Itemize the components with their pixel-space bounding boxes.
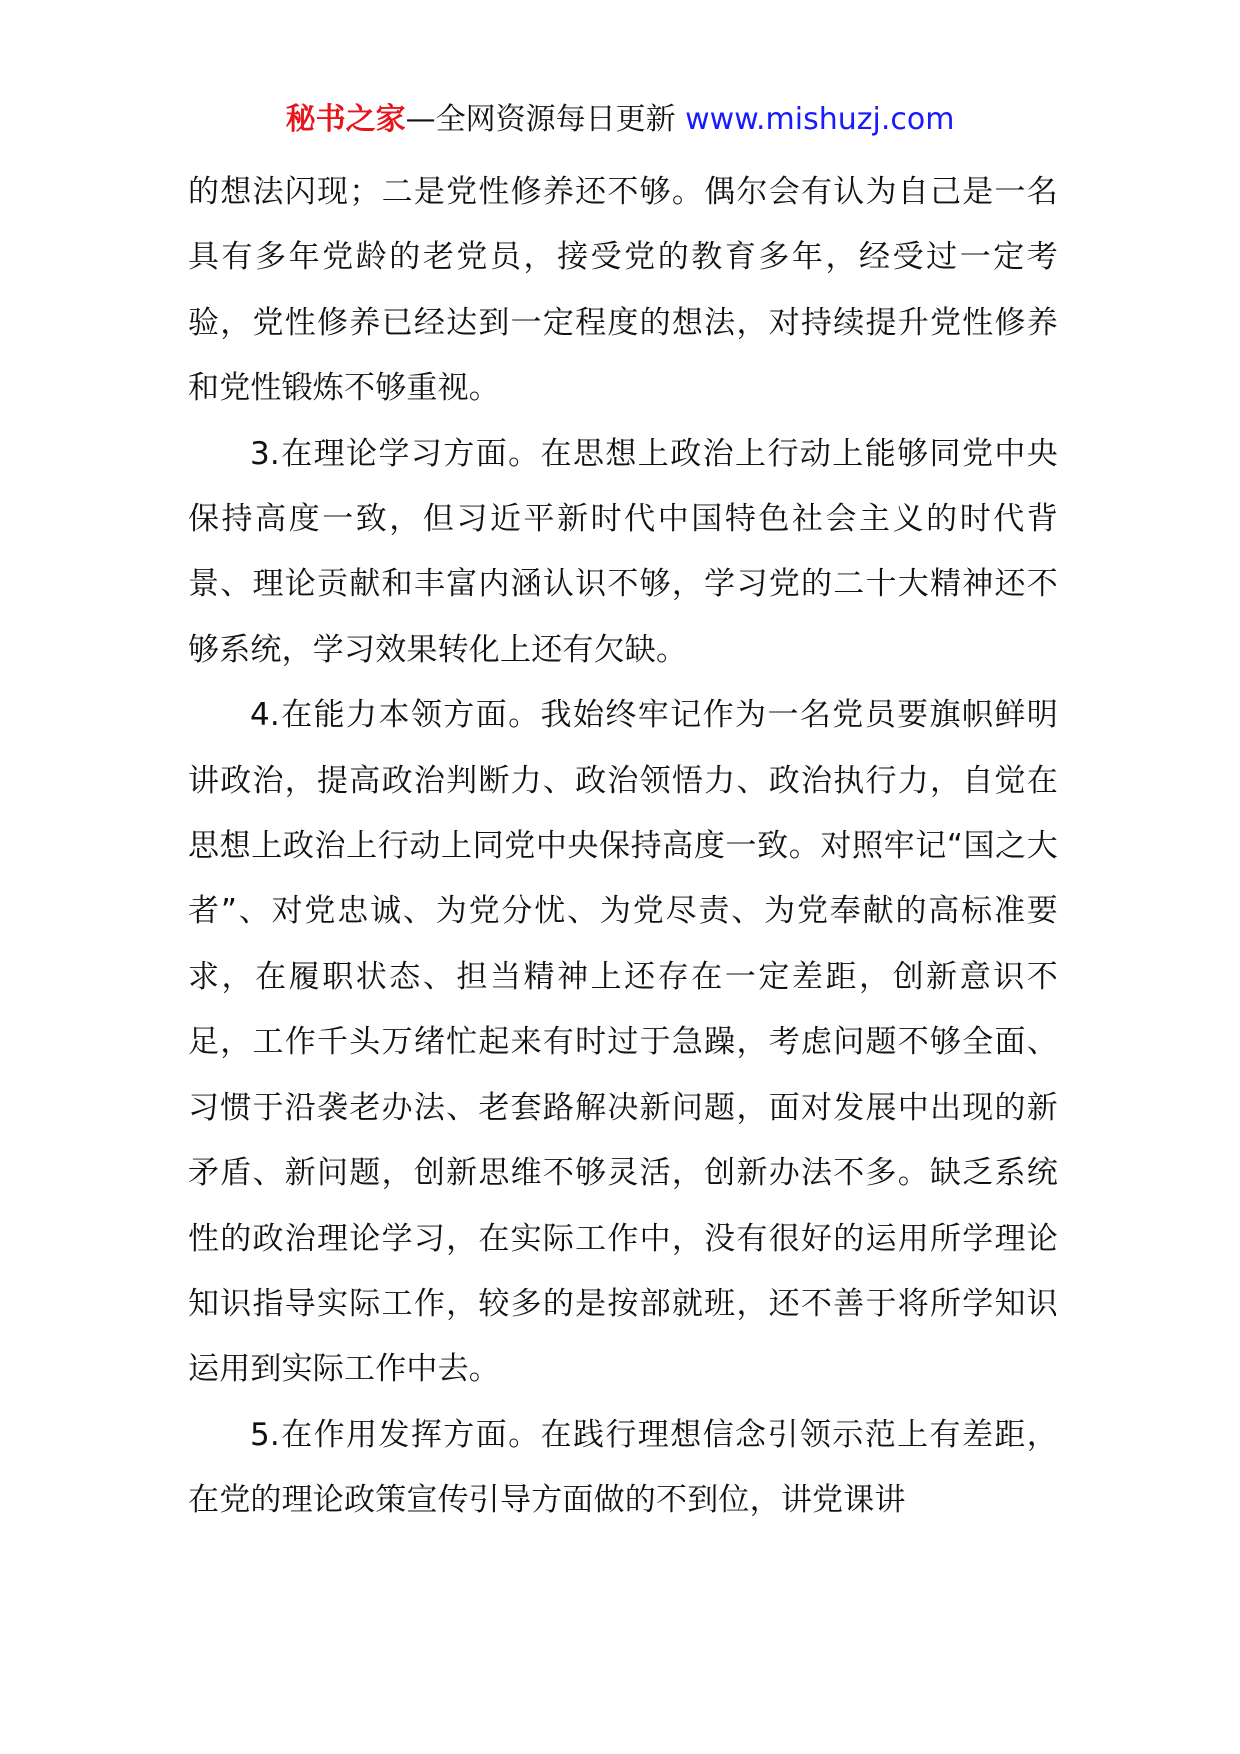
site-url-link[interactable]: www.mishuzj.com	[685, 102, 955, 137]
paragraph-continued: 的想法闪现；二是党性修养还不够。偶尔会有认为自己是一名具有多年党龄的老党员，接受党的教育多年，经受过一定考验，党性修养已经达到一定程度的想法，对持续提升党性修养和党性锻炼不够重视。	[188, 174, 1058, 407]
site-tagline: —全网资源每日更新	[405, 102, 676, 137]
site-brand: 秘书之家	[285, 102, 406, 137]
paragraph-ability: 4.在能力本领方面。我始终牢记作为一名党员要旗帜鲜明讲政治，提高政治判断力、政治领悟力、政治执行力，自觉在思想上政治上行动上同党中央保持高度一致。对照牢记“国之大者”、对党忠诚、为党分忧、为党尽责、为党奉献的高标准要求，在履职状态、担当精神上还存在一定差距，创新意识不足，工作千头万绪忙起来有时过于急躁，考虑问题不够全面、习惯于沿袭老办法、老套路解决新问题，面对发展中出现的新矛盾、新问题，创新思维不够灵活，创新办法不多。缺乏系统性的政治理论学习，在实际工作中，没有很好的运用所学理论知识指导实际工作，较多的是按部就班，还不善于将所学知识运用到实际工作中去。	[188, 697, 1058, 1388]
document-body	[188, 160, 1058, 1534]
paragraph-role: 5.在作用发挥方面。在践行理想信念引领示范上有差距，在党的理论政策宣传引导方面做的不到位，讲党课讲	[188, 1416, 1058, 1519]
site-header	[0, 100, 1240, 140]
paragraph-theory-study: 3.在理论学习方面。在思想上政治上行动上能够同党中央保持高度一致，但习近平新时代中国特色社会主义的时代背景、理论贡献和丰富内涵认识不够，学习党的二十大精神还不够系统，学习效果转化上还有欠缺。	[188, 435, 1058, 668]
